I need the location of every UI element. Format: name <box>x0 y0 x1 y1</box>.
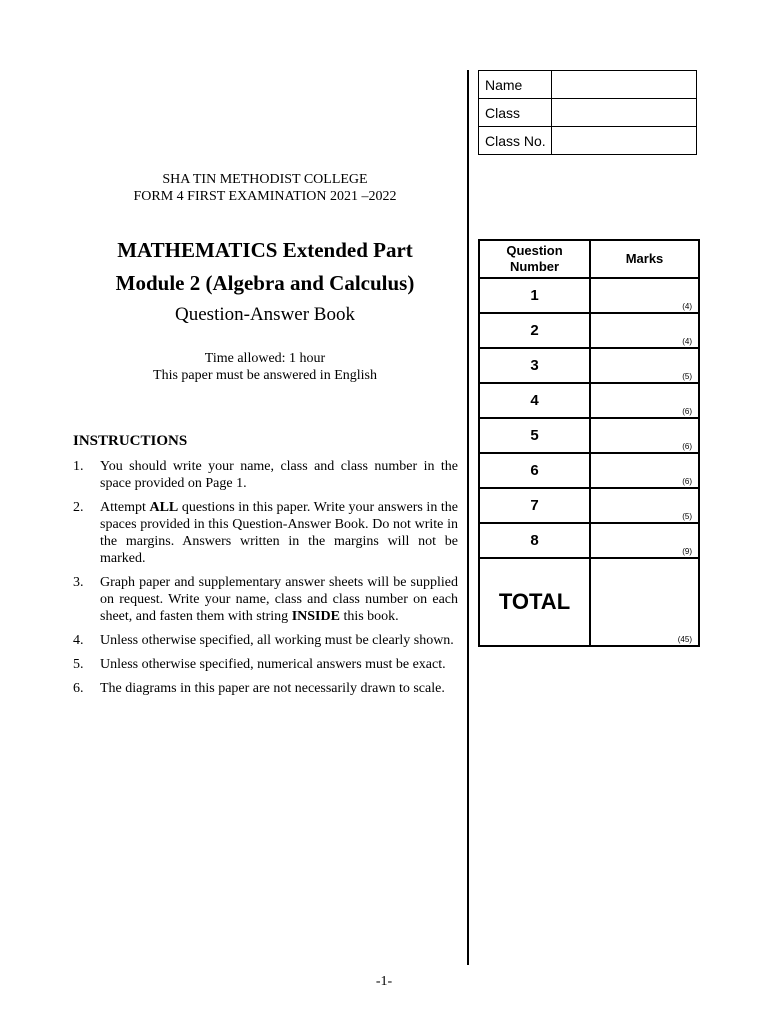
info-row <box>479 127 697 155</box>
marks-row <box>479 523 699 558</box>
instruction-number: 5. <box>73 657 84 672</box>
marks-header: Marks <box>590 240 699 278</box>
page-number: -1- <box>375 974 393 989</box>
info-field-label: Class <box>479 99 552 127</box>
instruction-text: Unless otherwise specified, numerical answers must be exact. <box>100 657 446 672</box>
instruction-text: Graph paper and supplementary answer sheets will be supplied on request. Write your name, class and class number on each sheet, and fasten them with string <box>100 575 458 624</box>
instruction-item <box>73 632 458 649</box>
marks-row <box>479 278 699 313</box>
marks-row <box>479 313 699 348</box>
question-number: 6 <box>479 453 590 488</box>
info-field-label: Class No. <box>479 127 552 155</box>
total-marks-cell <box>590 558 699 646</box>
question-number: 3 <box>479 348 590 383</box>
info-field-label: Name <box>479 71 552 99</box>
instruction-text: You should write your name, class and class number in the space provided on Page 1. <box>100 459 458 491</box>
marks-table <box>478 239 700 647</box>
question-number: 4 <box>479 383 590 418</box>
question-number: 7 <box>479 488 590 523</box>
question-number: 2 <box>479 313 590 348</box>
exam-name: FORM 4 FIRST EXAMINATION 2021 –2022 <box>133 189 397 204</box>
question-number: 1 <box>479 278 590 313</box>
marks-cell <box>590 383 699 418</box>
instruction-item <box>73 680 458 697</box>
marks-cell <box>590 523 699 558</box>
max-marks: (5) <box>682 512 692 521</box>
instructions-list <box>73 458 458 704</box>
instruction-text: this book. <box>339 609 399 624</box>
marks-row <box>479 488 699 523</box>
time-allowed: Time allowed: 1 hour <box>204 351 326 366</box>
instruction-item <box>73 574 458 625</box>
instruction-number: 2. <box>73 500 84 515</box>
paper-module: Module 2 (Algebra and Calculus) <box>115 271 415 295</box>
max-marks: (9) <box>682 547 692 556</box>
marks-cell <box>590 313 699 348</box>
total-label: TOTAL <box>479 558 590 646</box>
info-field-blank <box>552 99 697 127</box>
marks-row <box>479 453 699 488</box>
student-info-table <box>478 70 697 155</box>
instruction-item <box>73 458 458 492</box>
instruction-number: 3. <box>73 575 84 590</box>
max-marks: (4) <box>682 302 692 311</box>
marks-row <box>479 348 699 383</box>
marks-cell <box>590 348 699 383</box>
info-row <box>479 99 697 127</box>
instruction-text: The diagrams in this paper are not necessarily drawn to scale. <box>100 681 445 696</box>
language-note: This paper must be answered in English <box>153 368 377 383</box>
school-name: SHA TIN METHODIST COLLEGE <box>162 172 368 187</box>
marks-row <box>479 418 699 453</box>
instruction-text: Attempt <box>100 500 150 515</box>
question-number: 5 <box>479 418 590 453</box>
question-number-header: Question Number <box>479 240 590 278</box>
max-marks: (6) <box>682 477 692 486</box>
marks-cell <box>590 453 699 488</box>
info-field-blank <box>552 127 697 155</box>
instructions-heading: INSTRUCTIONS <box>73 433 188 449</box>
time-info <box>60 350 470 384</box>
paper-subtitle: Question-Answer Book <box>175 304 355 325</box>
info-field-blank <box>552 71 697 99</box>
info-row <box>479 71 697 99</box>
max-marks: (5) <box>682 372 692 381</box>
instruction-emphasis: ALL <box>149 500 179 515</box>
instruction-item <box>73 499 458 567</box>
marks-cell <box>590 488 699 523</box>
marks-cell <box>590 418 699 453</box>
question-number: 8 <box>479 523 590 558</box>
instruction-emphasis: INSIDE <box>291 609 340 624</box>
school-header <box>60 171 470 205</box>
instruction-item <box>73 656 458 673</box>
max-marks: (6) <box>682 407 692 416</box>
instruction-number: 6. <box>73 681 84 696</box>
max-marks: (6) <box>682 442 692 451</box>
marks-cell <box>590 278 699 313</box>
marks-row <box>479 383 699 418</box>
paper-title: MATHEMATICS Extended Part <box>117 238 413 262</box>
total-max-marks: (45) <box>677 635 692 644</box>
instruction-number: 4. <box>73 633 84 648</box>
total-row <box>479 558 699 646</box>
instruction-text: Unless otherwise specified, all working must be clearly shown. <box>100 633 454 648</box>
instruction-text: questions in this paper. Write your answers in the spaces provided in this Question-Answer Book. Do not write in the margins. Answers written in the margins will not be marked. <box>100 500 458 566</box>
max-marks: (4) <box>682 337 692 346</box>
instruction-number: 1. <box>73 459 84 474</box>
